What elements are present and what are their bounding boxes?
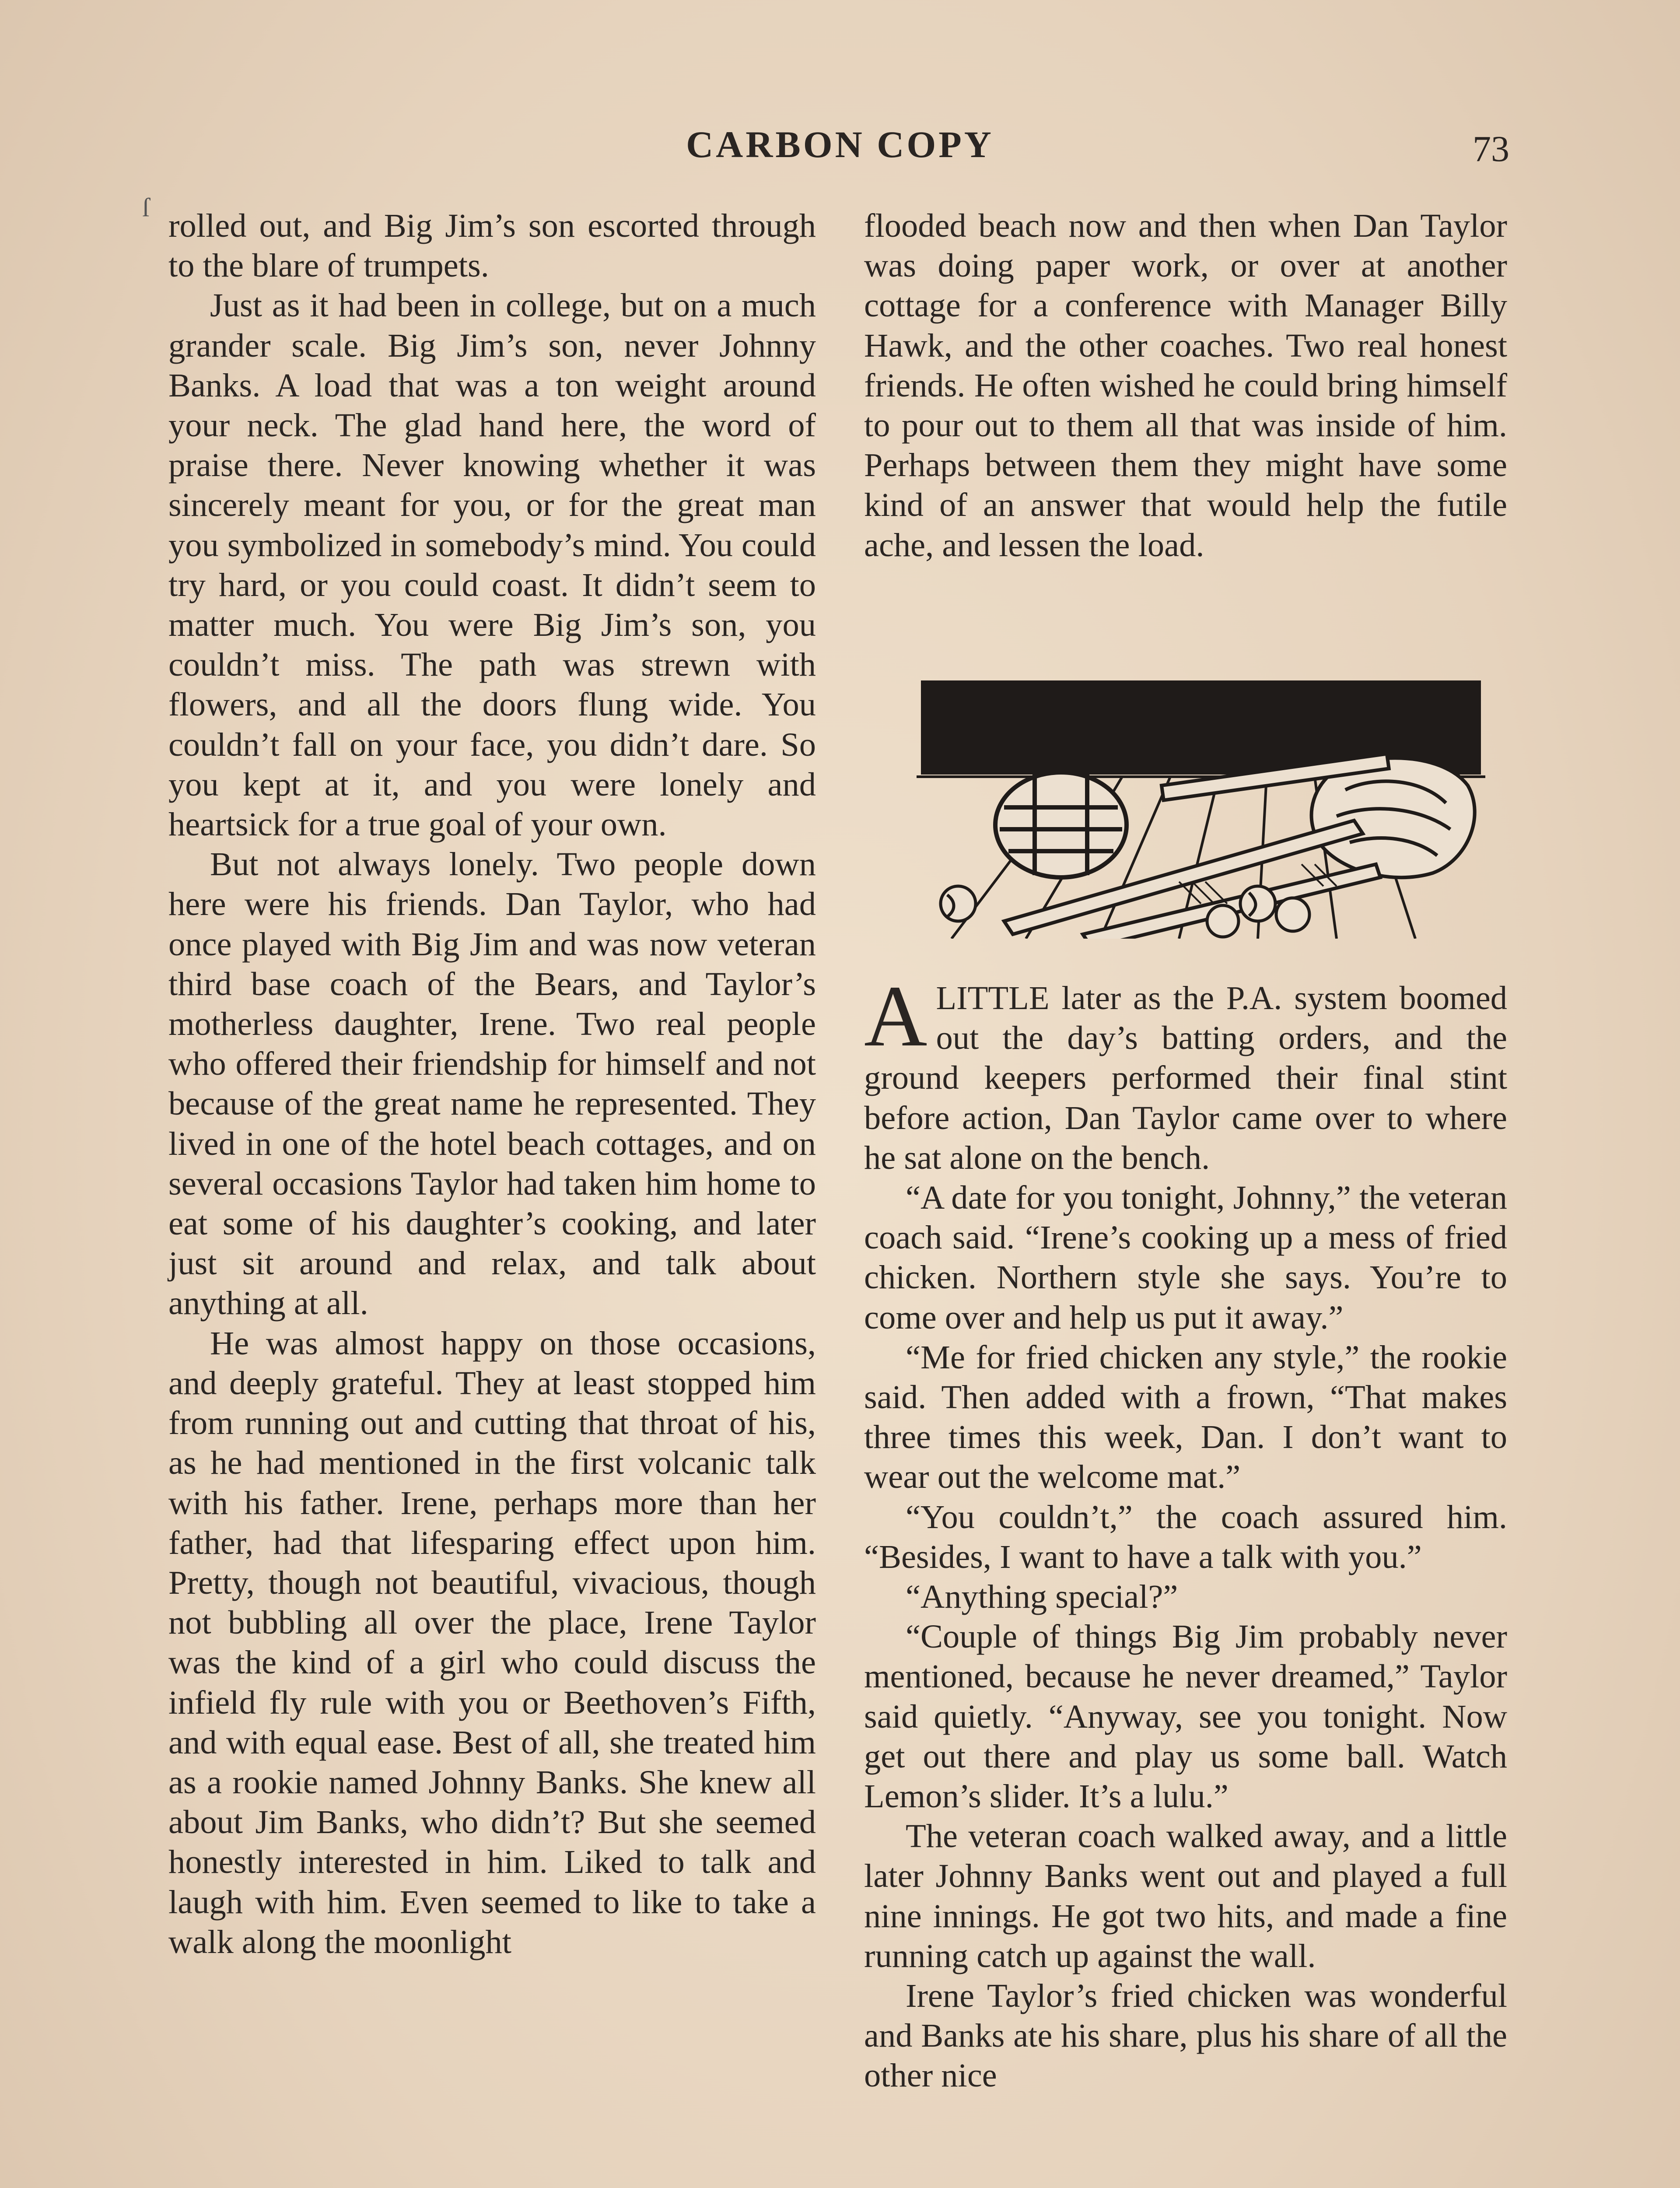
margin-mark: ſ bbox=[142, 193, 150, 222]
paragraph: “Couple of things Big Jim probably never mentioned, because he never dreamed,” Taylor said quietly. “Anyway, see you tonight. Now get out there and play us some ball. Watch Lemon’s slider. It’s a lulu.” bbox=[864, 1618, 1507, 1815]
running-head bbox=[0, 123, 1680, 171]
paragraph: Irene Taylor’s fried chicken was wonderful and Banks ate his share, plus his share of all the other nice bbox=[864, 1977, 1507, 2094]
baseball-equipment-illustration bbox=[917, 676, 1485, 939]
running-title: CARBON COPY bbox=[686, 123, 994, 165]
right-column-top bbox=[864, 206, 1507, 565]
paragraph: But not always lonely. Two people down here were his friends. Dan Taylor, who had once played with Big Jim and was now veteran third base coach of the Bears, and Taylor’s motherless daughter, Irene. Two real people who offered their friendship for himself and not because of the great name he represented. They lived in one of the hotel beach cottages, and on several occasions Taylor had taken him home to eat some of his daughter’s cooking, and later just sit around and relax, and talk about anything at all. bbox=[168, 845, 816, 1322]
page-number: 73 bbox=[1473, 129, 1509, 169]
paragraph: “Me for fried chicken any style,” the rookie said. Then added with a frown, “That makes three times this week, Dan. I don’t want to wear out the welcome mat.” bbox=[864, 1338, 1507, 1496]
paragraph: Just as it had been in college, but on a much grander scale. Big Jim’s son, never Johnny Banks. A load that was a ton weight around your neck. The glad hand here, the word of praise there. Never knowing whether it was sincerely meant for you, or for the great man you symbolized in somebody’s mind. You could try hard, or you could coast. It didn’t seem to matter much. You were Big Jim’s son, you couldn’t miss. The path was strewn with flowers, and all the doors flung wide. You couldn’t fall on your face, you didn’t dare. So you kept at it, and you were lonely and heartsick for a true goal of your own. bbox=[168, 287, 816, 843]
catchers-mask bbox=[995, 772, 1127, 877]
left-column bbox=[168, 206, 816, 1962]
paragraph: “Anything special?” bbox=[906, 1578, 1178, 1616]
paragraph: He was almost happy on those occasions, and deeply grateful. They at least stopped him from running out and cutting that throat of his, as he had mentioned in the first volcanic talk with his father. Irene, perhaps more than her father, had that lifesparing effect upon him. Pretty, though not beautiful, vivacious, though not bubbling all over the place, Irene Taylor was the kind of a girl who could discuss the infield fly rule with you or Beethoven’s Fifth, and with equal ease. Best of all, she treated him as a rookie named Johnny Banks. She knew all about Jim Banks, who didn’t? But she seemed honestly interested in him. Liked to talk and laugh with him. Even seemed to like to take a walk along the moonlight bbox=[168, 1324, 816, 1960]
paragraph: rolled out, and Big Jim’s son escorted through to the blare of trumpets. bbox=[168, 207, 816, 284]
paragraph: “A date for you tonight, Johnny,” the veteran coach said. “Irene’s cooking up a mess of fried chicken. Northern style she says. You’re to come over and help us put it away.” bbox=[864, 1179, 1507, 1336]
paragraph: flooded beach now and then when Dan Taylor was doing paper work, or over at another cottage for a conference with Manager Billy Hawk, and the other coaches. Two real honest friends. He often wished he could bring himself to pour out to them all that was inside of him. Perhaps between them they might have some kind of an answer that would help the futile ache, and lessen the load. bbox=[864, 207, 1507, 564]
paragraph: The veteran coach walked away, and a little later Johnny Banks went out and played a full nine innings. He got two hits, and made a fine running catch up against the wall. bbox=[864, 1817, 1507, 1974]
drop-cap: A bbox=[864, 968, 928, 1065]
right-column-bottom bbox=[864, 968, 1507, 2096]
paragraph: “You couldn’t,” the coach assured him. “Besides, I want to have a talk with you.” bbox=[864, 1498, 1507, 1575]
opening-paragraph bbox=[864, 968, 1507, 1178]
opening-paragraph-text: LITTLE later as the P.A. system boomed out the day’s batting orders, and the ground keepers performed their final stint before action, Dan Taylor came over to where he sat alone on the bench. bbox=[864, 979, 1507, 1176]
